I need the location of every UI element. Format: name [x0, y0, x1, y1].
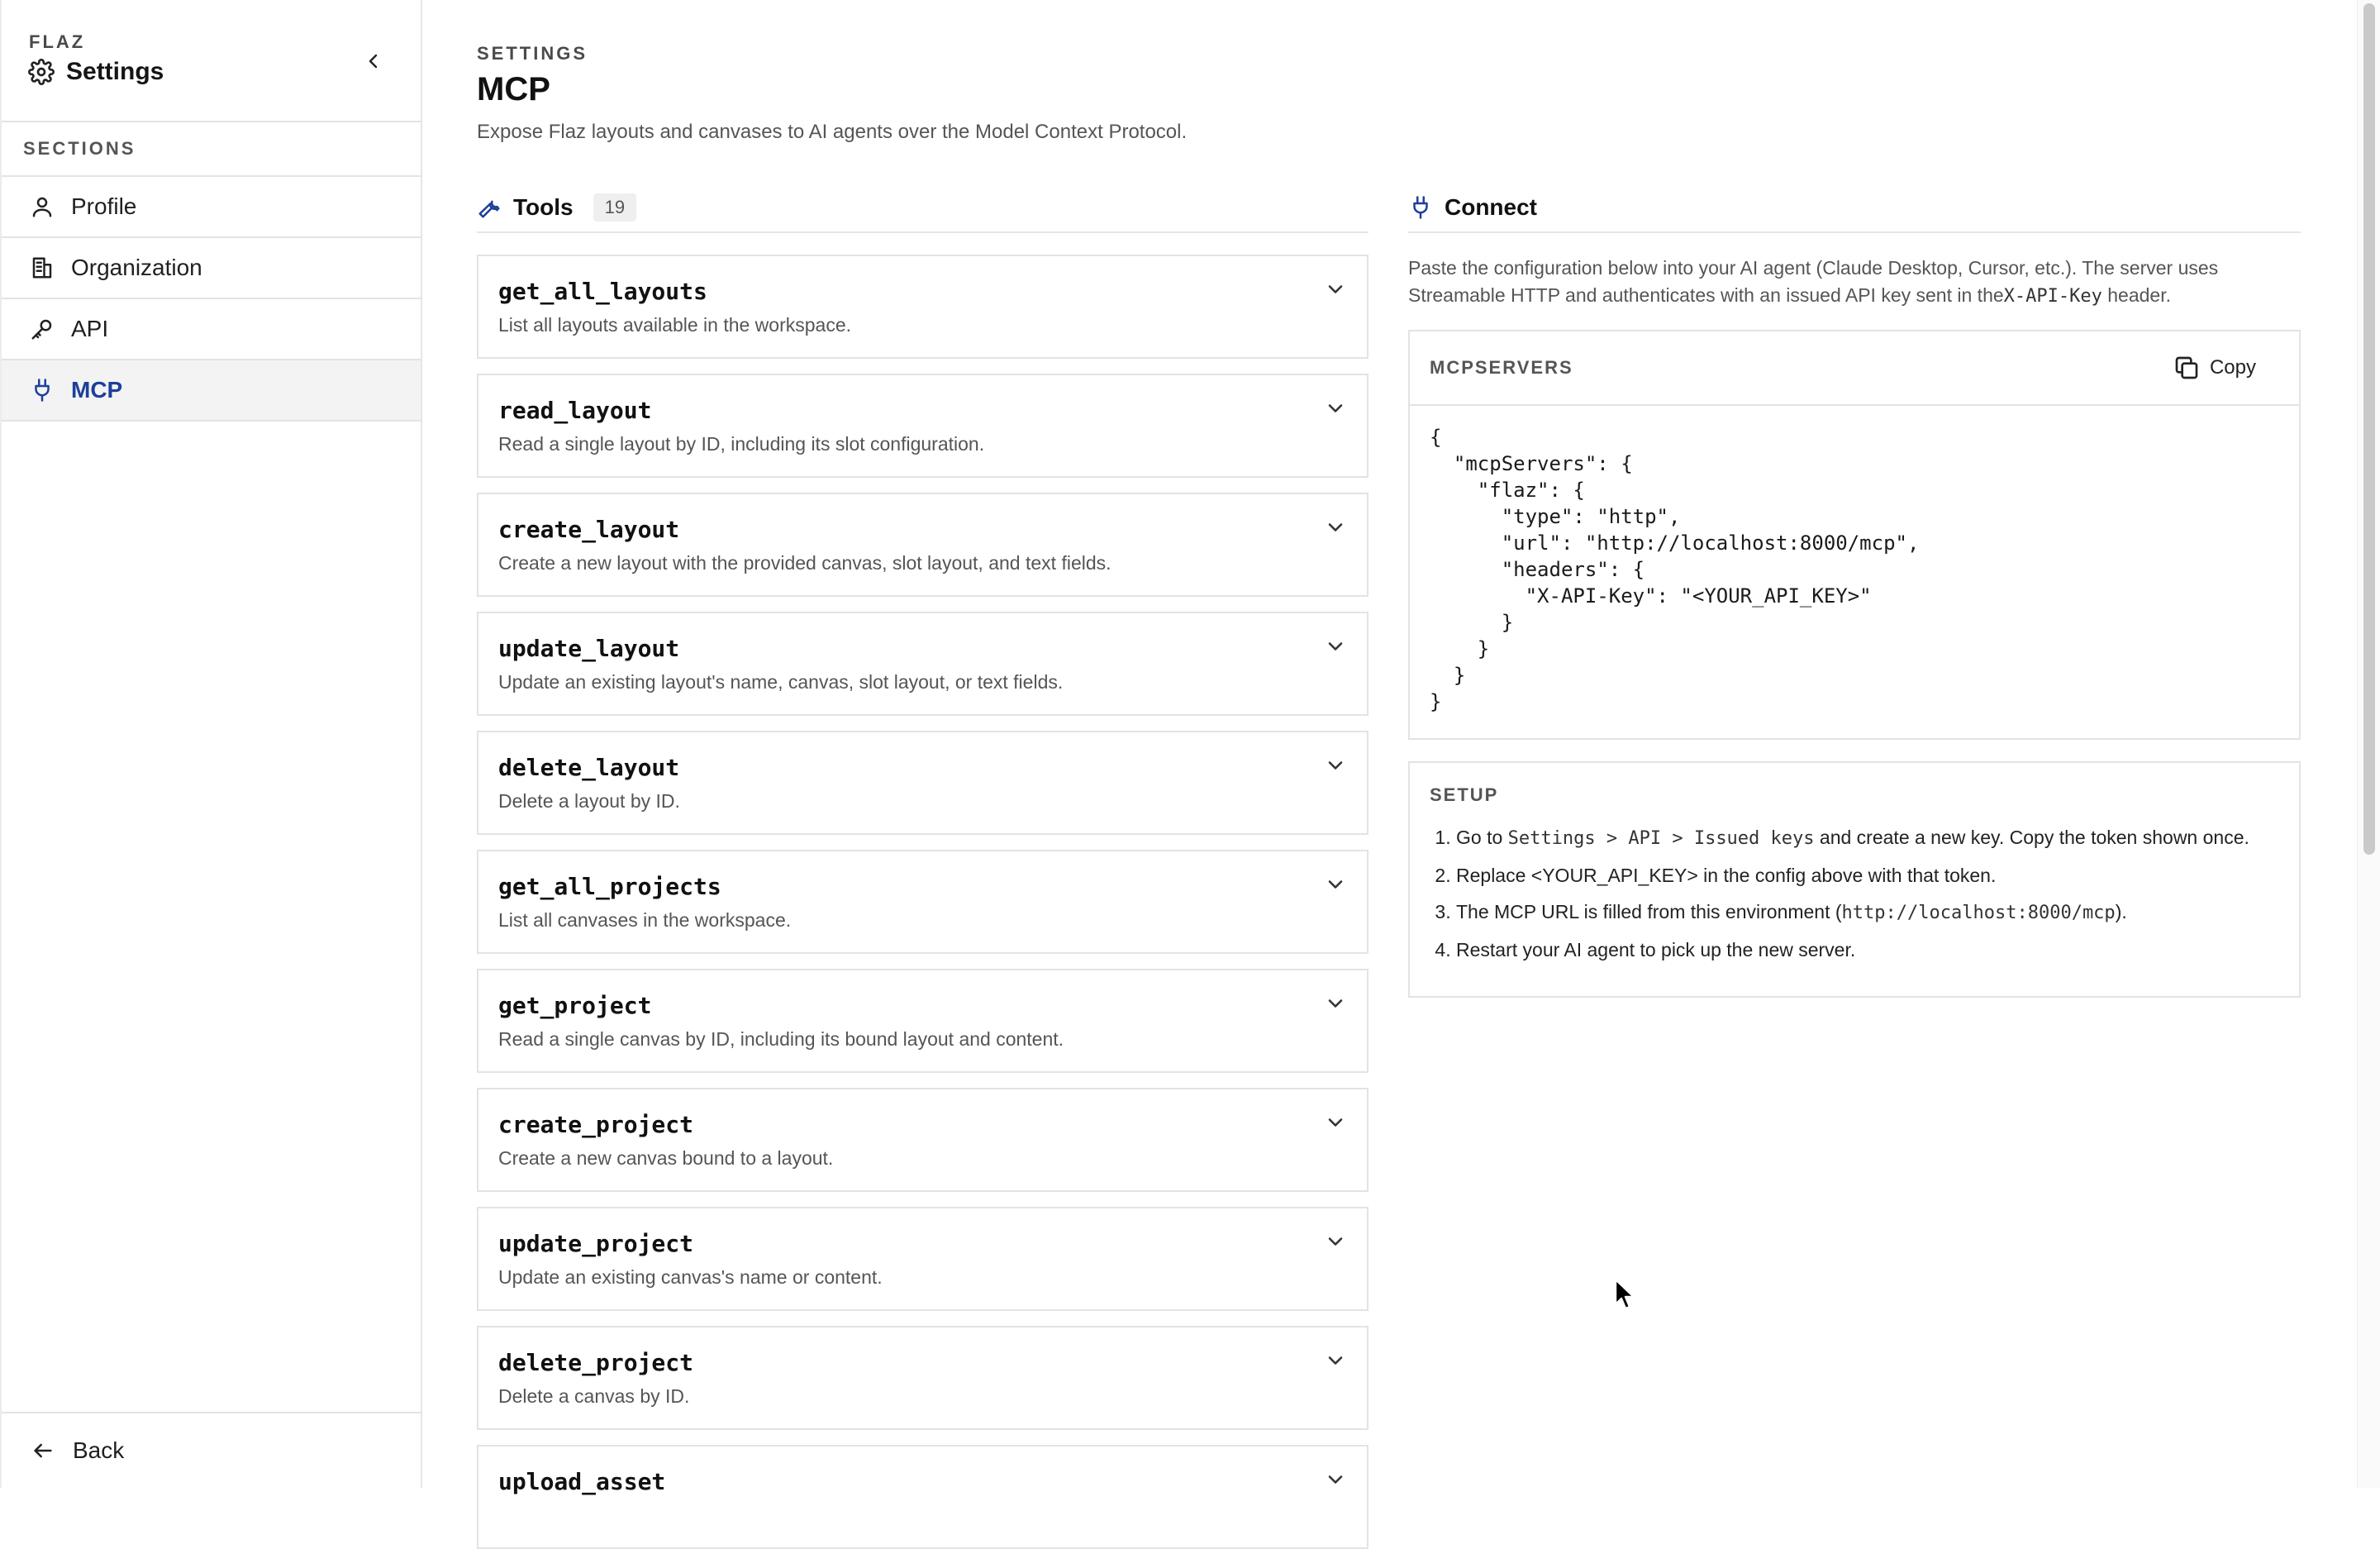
- tool-item-update-layout[interactable]: [477, 612, 1368, 716]
- tool-item-delete-layout[interactable]: [477, 731, 1368, 835]
- tool-description: Create a new layout with the provided canvas, slot layout, and text fields.: [498, 552, 1111, 574]
- sidebar-title: [28, 58, 164, 86]
- step-text: The MCP URL is filled from this environment (: [1456, 901, 1842, 922]
- step-text: Go to: [1456, 827, 1508, 848]
- step-text: Replace: [1456, 865, 1531, 886]
- tool-name: read_layout: [498, 397, 652, 424]
- tool-description: List all canvases in the workspace.: [498, 909, 792, 931]
- setup-steps: [1430, 824, 2279, 963]
- page-title: MCP: [477, 71, 550, 107]
- sidebar-item-label: API: [71, 316, 109, 341]
- sidebar-item-profile[interactable]: [2, 177, 421, 238]
- sidebar-item-label: MCP: [71, 377, 123, 403]
- config-label: MCPSERVERS: [1430, 357, 1573, 378]
- tool-name: update_layout: [498, 635, 680, 662]
- page-description: Expose Flaz layouts and canvases to AI agents over the Model Context Protocol.: [477, 121, 1188, 143]
- tool-name: upload_asset: [498, 1468, 666, 1495]
- back-button[interactable]: [2, 1412, 421, 1488]
- chevron-down-icon[interactable]: [1324, 635, 1347, 658]
- plug-icon: [30, 378, 55, 403]
- config-box: [1408, 330, 2301, 740]
- tool-description: List all layouts available in the workspace.: [498, 314, 852, 336]
- tool-item-create-project[interactable]: [477, 1088, 1368, 1192]
- tool-description: Update an existing layout's name, canvas, slot layout, or text fields.: [498, 671, 1064, 693]
- back-label: Back: [73, 1437, 125, 1463]
- chevron-down-icon[interactable]: [1324, 278, 1347, 301]
- step-text: in the config above with that token.: [1697, 865, 1997, 886]
- tool-name: get_all_layouts: [498, 278, 707, 305]
- tool-description: Update an existing canvas's name or content.: [498, 1266, 883, 1288]
- tool-item-read-layout[interactable]: [477, 374, 1368, 478]
- tool-list: [477, 255, 1368, 1549]
- tool-item-get-all-layouts[interactable]: [477, 255, 1368, 359]
- gear-icon: [28, 59, 55, 85]
- sidebar-brand: [2, 0, 421, 122]
- setup-label: SETUP: [1430, 784, 1499, 805]
- arrow-left-icon: [31, 1439, 55, 1462]
- tool-name: delete_project: [498, 1349, 694, 1376]
- tool-name: get_all_projects: [498, 873, 721, 900]
- wrench-icon: [477, 195, 502, 220]
- tools-title: Tools: [513, 194, 574, 220]
- chevron-down-icon[interactable]: [1324, 873, 1347, 896]
- sidebar: [0, 0, 422, 1488]
- step-code: <YOUR_API_KEY>: [1530, 865, 1698, 886]
- sections-label: SECTIONS: [2, 122, 421, 177]
- tools-section: [477, 183, 1368, 1549]
- settings-title: Settings: [66, 58, 164, 85]
- tool-item-create-layout[interactable]: [477, 493, 1368, 597]
- sidebar-item-mcp[interactable]: [2, 360, 421, 422]
- tool-description: Delete a layout by ID.: [498, 790, 680, 812]
- tool-description: Read a single canvas by ID, including its bound layout and content.: [498, 1028, 1064, 1050]
- tool-item-get-project[interactable]: [477, 969, 1368, 1073]
- key-icon: [30, 317, 55, 341]
- collapse-sidebar-button[interactable]: [359, 46, 388, 76]
- connect-desc-text: Paste the configuration below into your AI agent (Claude Desktop, Cursor, etc.). The server uses Streamable HTTP and authenticates with an issued API key sent in the: [1408, 257, 2219, 306]
- chevron-left-icon: [364, 51, 383, 71]
- sidebar-item-label: Profile: [71, 193, 137, 219]
- chevron-down-icon[interactable]: [1324, 1230, 1347, 1253]
- chevron-down-icon[interactable]: [1324, 1111, 1347, 1134]
- tool-item-get-all-projects[interactable]: [477, 850, 1368, 954]
- tool-item-delete-project[interactable]: [477, 1326, 1368, 1430]
- connect-description: [1408, 255, 2301, 310]
- connect-desc-suffix: header.: [2102, 284, 2172, 306]
- tools-count-badge: 19: [593, 193, 636, 222]
- setup-step: [1456, 898, 2279, 927]
- chevron-down-icon[interactable]: [1324, 516, 1347, 539]
- chevron-down-icon[interactable]: [1324, 397, 1347, 420]
- tool-description: Create a new canvas bound to a layout.: [498, 1147, 834, 1169]
- scrollbar-thumb[interactable]: [2363, 3, 2375, 855]
- tool-name: get_project: [498, 992, 652, 1019]
- header-name-code: X-API-Key: [2003, 286, 2102, 307]
- step-text: and create a new key. Copy the token shown once.: [1814, 827, 2249, 848]
- sidebar-item-label: Organization: [71, 255, 202, 280]
- connect-section: [1408, 183, 2301, 998]
- tool-name: update_project: [498, 1230, 694, 1257]
- tool-name: create_project: [498, 1111, 694, 1138]
- mouse-cursor-icon: [1614, 1278, 1637, 1311]
- connect-header: [1408, 183, 2301, 233]
- step-code: Settings > API > Issued keys: [1507, 828, 1815, 849]
- page-scrollbar[interactable]: [2357, 0, 2380, 1488]
- sidebar-item-api[interactable]: [2, 299, 421, 360]
- tool-description: Read a single layout by ID, including its slot configuration.: [498, 433, 985, 455]
- config-code[interactable]: { "mcpServers": { "flaz": { "type": "http", "url": "http://localhost:8000/mcp", "headers": { "X-API-Key": "<YOUR_API_KEY>" } } } }: [1430, 426, 1920, 713]
- tools-header: [477, 183, 1368, 233]
- org-name: FLAZ: [29, 31, 86, 52]
- page-eyebrow: SETTINGS: [477, 43, 588, 64]
- tool-description: Delete a canvas by ID.: [498, 1385, 690, 1407]
- copy-label: Copy: [2209, 356, 2256, 379]
- setup-step: 4. Restart your AI agent to pick up the new server.: [1456, 937, 2279, 963]
- tool-name: delete_layout: [498, 754, 680, 781]
- config-header: [1410, 331, 2299, 406]
- tool-item-update-project[interactable]: [477, 1207, 1368, 1311]
- chevron-down-icon[interactable]: [1324, 1349, 1347, 1372]
- step-code: http://localhost:8000/mcp: [1841, 903, 2116, 923]
- chevron-down-icon[interactable]: [1324, 754, 1347, 777]
- building-icon: [30, 255, 55, 280]
- tool-name: create_layout: [498, 516, 680, 543]
- step-text: ).: [2115, 901, 2127, 922]
- copy-icon: [2173, 355, 2200, 381]
- plug-icon: [1408, 195, 1433, 220]
- setup-box: [1408, 761, 2301, 998]
- chevron-down-icon[interactable]: [1324, 992, 1347, 1015]
- main-content: [477, 0, 2303, 1495]
- setup-step: [1456, 862, 2279, 889]
- sidebar-item-organization[interactable]: [2, 238, 421, 299]
- copy-button[interactable]: [2167, 348, 2279, 388]
- tool-item-upload-asset[interactable]: [477, 1445, 1368, 1549]
- connect-title: Connect: [1445, 194, 1537, 220]
- setup-step: [1456, 824, 2279, 852]
- user-icon: [30, 194, 55, 219]
